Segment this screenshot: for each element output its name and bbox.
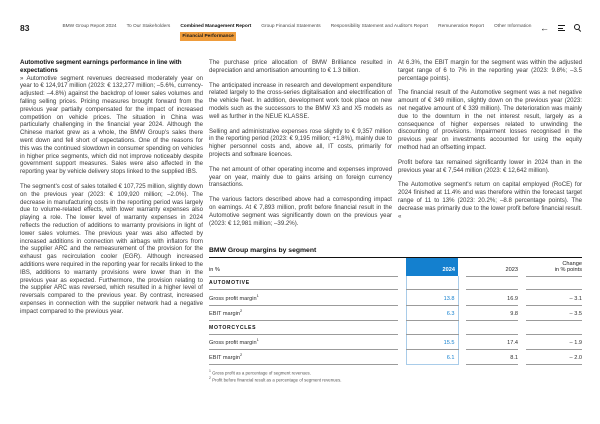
- column-header-change: Change in % points: [526, 258, 582, 276]
- value-2024: 15.5: [406, 334, 458, 349]
- paragraph: The various factors described above had a corresponding impact on earnings. At € 7,893 million, profit before financial result in the Automotive segment was significantly down on the previous year (2023: € 12,981 million; –39.2%).: [209, 196, 392, 227]
- nav-bmw-group-report[interactable]: BMW Group Report 2024: [62, 24, 117, 29]
- nav-responsibility-statement[interactable]: Responsibility Statement and Auditor's Report: [330, 24, 429, 29]
- paragraph: The purchase price allocation of BMW Brilliance resulted in depreciation and amortisation amounting to € 1.3 billion.: [209, 59, 392, 74]
- row-label: Gross profit margin$^1$: [209, 334, 398, 349]
- footnote: $^1$ Gross profit as a percentage of segment revenues.: [209, 368, 311, 376]
- section-name: MOTORCYCLES: [209, 321, 398, 335]
- row-label: EBIT margin$^2$: [209, 305, 398, 320]
- section-row-automotive: [209, 276, 582, 290]
- unit-label: in %: [209, 258, 398, 276]
- paragraph: The financial result of the Automotive segment was a net negative amount of € 349 million, slightly down on the previous year (2023: net negative amount of € 339 million). The deterioration was mainly due to the downturn in the net interest result, largely as a consequence of higher expenses related to unwinding the discounting of provisions. Impairment losses recognised in the previous year on investments accounted for using the equity method had an offsetting impact.: [398, 89, 582, 151]
- value-2024: 13.8: [406, 290, 458, 305]
- value-2023: 17.4: [466, 334, 518, 349]
- nav-combined-management-report[interactable]: [180, 24, 251, 41]
- paragraph: The segment's cost of sales totalled € 107,725 million, slightly down on the previous year (2023: € 109,920 million; –2.0%). The decrease in manufacturing costs in the reporting period was largely due to volume-related effects, with lower warranty expenses also playing a role. The lower level of warranty expenses in 2024 reflects the reduction of additions to warranty provisions in light of lower sales volumes. The previous year was also affected by increased additions in connection with airbags with inflators from the supplier ARC and the remeasurement of the provision for the exhaust gas recirculation cooler (EGR). Although increased additions were required in the reporting year for recalls linked to the IBS, additions to warranty provisions were lower than in the previous year as expected. Furthermore, the provision relating to the supplier ARC was reversed, which resulted in a higher level of reversals compared to the previous year. By contrast, increased expenses in connection with the supplier network had a negative impact compared to the previous year.: [20, 182, 203, 315]
- nav-financial-performance-badge[interactable]: Financial Performance: [182, 33, 234, 39]
- paragraph: The anticipated increase in research and development expenditure related largely to the cross-series digitalisation and electrification of the vehicle fleet. In addition, development work took place on new models such as the successors to the BMW X3 and X5 models as well as further in the NEUE KLASSE.: [209, 81, 392, 120]
- contents-menu-icon[interactable]: [558, 25, 565, 31]
- page-number: 83: [20, 23, 30, 33]
- text-column-right: [398, 59, 582, 227]
- back-arrow-icon[interactable]: ←: [540, 23, 549, 33]
- text-column-left: [20, 59, 203, 323]
- table-row: [209, 349, 582, 364]
- table-header-row: [209, 258, 582, 276]
- paragraph: The net amount of other operating income and expenses improved year on year, mainly due to gains arising on foreign currency transactions.: [209, 165, 392, 189]
- value-change: – 3.1: [526, 290, 582, 305]
- value-2023: 16.9: [466, 290, 518, 305]
- header-icons: [540, 24, 582, 32]
- nav-other-information[interactable]: Other Information: [494, 24, 532, 29]
- margins-table-block: [209, 247, 582, 383]
- value-2023: 8.1: [466, 349, 518, 364]
- value-change: – 1.9: [526, 334, 582, 349]
- section-heading: Automotive segment earnings performance in line with expectations: [20, 59, 182, 74]
- section-row-motorcycles: [209, 321, 582, 335]
- top-navigation: [62, 24, 531, 41]
- section-name: AUTOMOTIVE: [209, 276, 398, 290]
- margins-table: [209, 258, 582, 365]
- value-change: – 2.0: [526, 349, 582, 364]
- search-icon[interactable]: [574, 24, 582, 32]
- paragraph: The Automotive segment's return on capital employed (RoCE) for 2024 finished at 11.4% and was therefore within the forecast target range of 11 to 13% (2023: 20.2%; –8.8 percentage points). The decrease was primarily due to the lower profit before financial result. «: [398, 181, 582, 220]
- table-title: BMW Group margins by segment: [209, 247, 582, 258]
- row-label: Gross profit margin$^1$: [209, 290, 398, 305]
- nav-group-financial-statements[interactable]: Group Financial Statements: [261, 24, 321, 29]
- nav-combined-management-report-label: Combined Management Report: [180, 24, 252, 29]
- value-2024: 6.3: [406, 305, 458, 320]
- paragraph: At 6.3%, the EBIT margin for the segment was within the adjusted target range of 6 to 7% in the reporting year (2023: 9.8%; –3.5 percentage points).: [398, 59, 582, 82]
- paragraph: Selling and administrative expenses rose slightly to € 9,357 million in the reporting period (2023: € 9,195 million; +1.8%), mainly due to higher personnel costs and, above all, IT costs, primarily for projects and software licences.: [209, 127, 392, 158]
- nav-remuneration-report[interactable]: Remuneration Report: [438, 24, 485, 29]
- value-change: – 3.5: [526, 305, 582, 320]
- paragraph: » Automotive segment revenues decreased moderately year on year to € 124,917 million (2023: € 132,277 million; –5.6%, currency-adjusted: –4.8%) against the backdrop of lower sales volumes and falling selling prices. Pricing measures brought forward from the previous year partially compensated for the impact of increased competition on vehicle prices. The situation in China was particularly challenging in the financial year 2024. Although the Chinese market grew as a whole, the BMW Group's sales there went down and fell short of expectations. One of the reasons for this was the continued slowdown in consumer spending on vehicles in higher price segments, which did not improve noticeably despite government support measures. Sales were also affected in the reporting year by vehicle delivery stops linked to the supplied IBS.: [20, 74, 203, 176]
- header-bar: [20, 24, 582, 41]
- text-column-middle: [209, 59, 392, 234]
- table-row: [209, 305, 582, 320]
- table-footnotes: [209, 369, 582, 383]
- footnote: $^2$ Profit before financial result as a percentage of segment revenues.: [209, 375, 342, 383]
- table-row: [209, 334, 582, 349]
- value-2024: 6.1: [406, 349, 458, 364]
- row-label: EBIT margin$^2$: [209, 349, 398, 364]
- value-2023: 9.8: [466, 305, 518, 320]
- table-row: [209, 290, 582, 305]
- nav-to-our-stakeholders[interactable]: To Our Stakeholders: [126, 24, 171, 29]
- paragraph: Profit before tax remained significantly lower in 2024 than in the previous year at € 7,544 million (2023: € 12,642 million).: [398, 158, 582, 174]
- column-header-2023: 2023: [466, 258, 518, 276]
- column-header-2024: 2024: [406, 258, 458, 276]
